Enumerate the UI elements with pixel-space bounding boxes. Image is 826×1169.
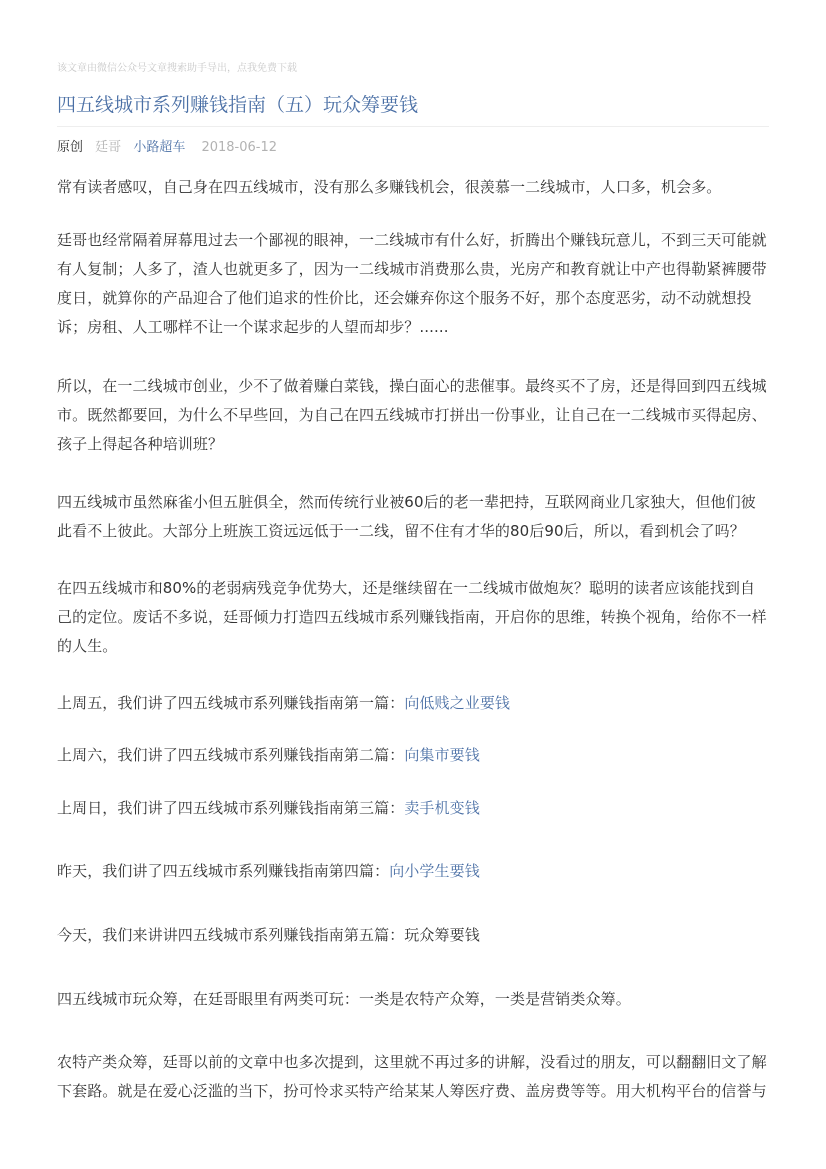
series-link-part3[interactable]: 卖手机变钱 xyxy=(404,799,480,817)
original-badge: 原创 xyxy=(57,140,84,155)
article-meta xyxy=(57,139,285,157)
series-link-prefix: 上周五，我们讲了四五线城市系列赚钱指南第一篇： xyxy=(57,694,405,712)
series-link-prefix: 上周六，我们讲了四五线城市系列赚钱指南第二篇： xyxy=(57,746,405,764)
series-link-item xyxy=(57,689,769,718)
paragraph-today: 今天，我们来讲讲四五线城市系列赚钱指南第五篇：玩众筹要钱 xyxy=(57,926,480,944)
paragraph-startup: 所以，在一二线城市创业，少不了做着赚白菜钱，操白面心的悲催事。最终买不了房，还是得回到四五线城市。既然都要回，为什么不早些回，为自己在四五线城市打拼出一份事业，让自己在一二线城市买得起房、孩子上得起各种培训班？ xyxy=(57,377,767,453)
series-link-part2[interactable]: 向集市要钱 xyxy=(404,746,480,764)
article-title: 四五线城市系列赚钱指南（五）玩众筹要钱 xyxy=(57,92,769,127)
paragraph-positioning: 在四五线城市和80%的老弱病残竞争优势大，还是继续留在一二线城市做炮灰？聪明的读者应该能找到自己的定位。废话不多说，廷哥倾力打造四五线城市系列赚钱指南，开启你的思维，转换个视角，给你不一样的人生。 xyxy=(57,579,767,655)
series-link-item xyxy=(57,794,769,823)
account-name-link[interactable]: 小路超车 xyxy=(133,140,186,155)
series-link-part4[interactable]: 向小学生要钱 xyxy=(389,862,480,880)
author-name: 廷哥 xyxy=(95,140,122,155)
series-link-prefix: 上周日，我们讲了四五线城市系列赚钱指南第三篇： xyxy=(57,799,405,817)
paragraph-agri-crowdfunding: 农特产类众筹，廷哥以前的文章中也多次提到，这里就不再过多的讲解，没看过的朋友，可以翻翻旧文了解下套路。就是在爱心泛滥的当下，扮可怜求买特产给某某人筹医疗费、盖房费等等。用大机构平台的信誉与 xyxy=(57,1053,767,1100)
series-link-part1[interactable]: 向低贱之业要钱 xyxy=(404,694,511,712)
paragraph-small-cities: 四五线城市虽然麻雀小但五脏俱全，然而传统行业被60后的老一辈把持，互联网商业几家独大，但他们彼此看不上彼此。大部分上班族工资远远低于一二线，留不住有才华的80后90后，所以，看到机会了吗？ xyxy=(57,493,756,540)
paragraph-intro: 常有读者感叹，自己身在四五线城市，没有那么多赚钱机会，很羡慕一二线城市，人口多，机会多。 xyxy=(57,178,722,196)
publish-date: 2018-06-12 xyxy=(201,140,278,155)
series-link-item xyxy=(57,857,769,886)
paragraph-tier-cities: 廷哥也经常隔着屏幕甩过去一个鄙视的眼神，一二线城市有什么好，折腾出个赚钱玩意儿，不到三天可能就有人复制；人多了，渣人也就更多了，因为一二线城市消费那么贵，光房产和教育就让中产也得勒紧裤腰带度日，就算你的产品迎合了他们追求的性价比，还会嫌弃你这个服务不好，那个态度恶劣，动不动就想投诉；房租、人工哪样不让一个谋求起步的人望而却步？...... xyxy=(57,231,767,336)
export-note-link[interactable]: 该文章由微信公众号文章搜索助手导出，点我免费下载 xyxy=(57,63,297,74)
paragraph-crowdfunding-types: 四五线城市玩众筹，在廷哥眼里有两类可玩：一类是农特产众筹，一类是营销类众筹。 xyxy=(57,990,631,1008)
series-link-prefix: 昨天，我们讲了四五线城市系列赚钱指南第四篇： xyxy=(57,862,390,880)
series-link-item xyxy=(57,741,769,770)
